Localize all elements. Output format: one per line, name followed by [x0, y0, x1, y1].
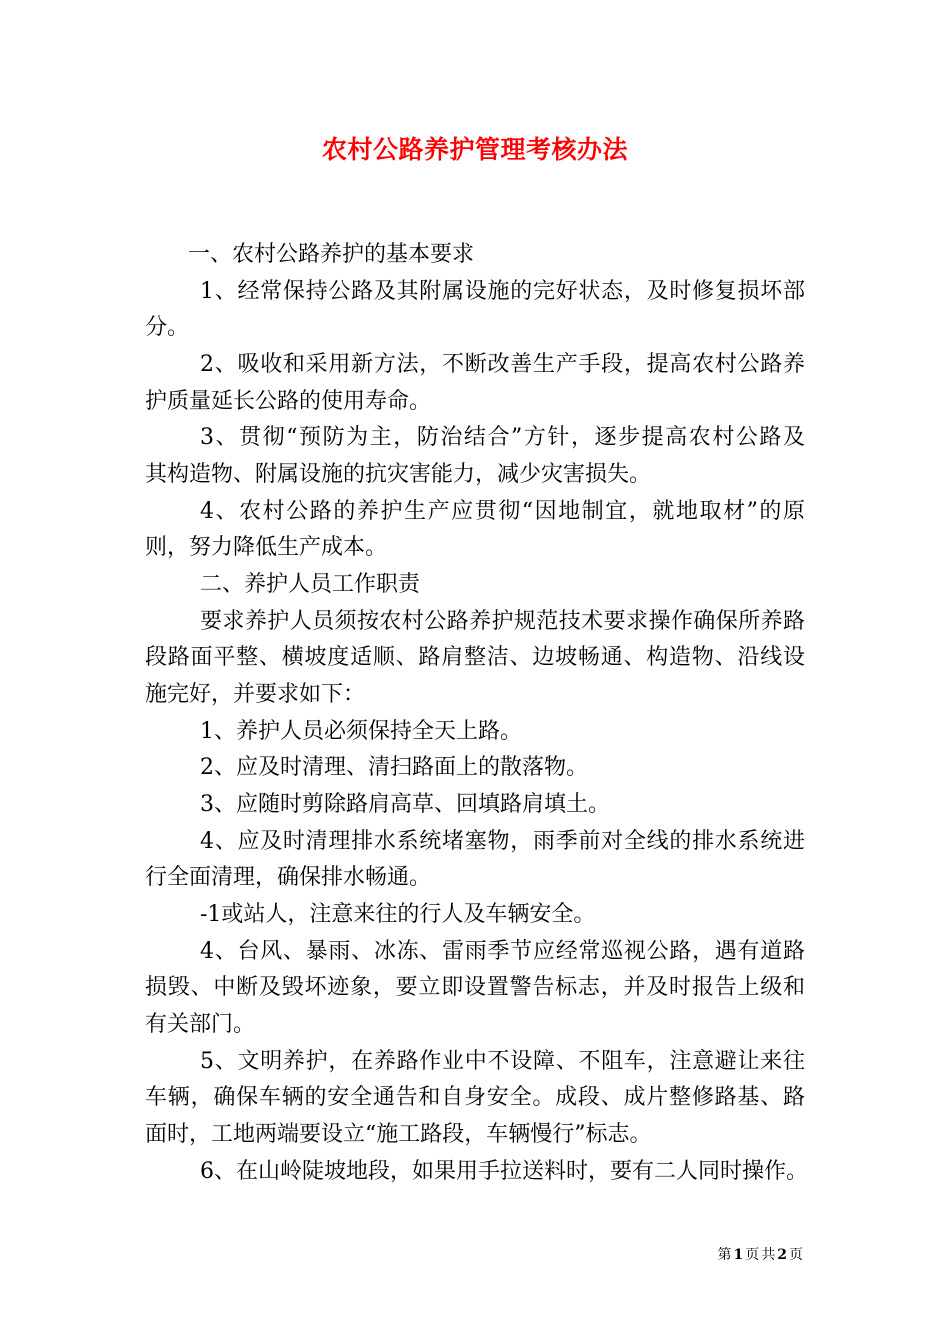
- paragraph-line: 3、应随时剪除路肩高草、回填路肩填土。: [200, 792, 610, 818]
- paragraph-line: 4、应及时清理排水系统堵塞物，雨季前对全线的排水系统进: [200, 828, 805, 854]
- paragraph-line: 施完好，并要求如下：: [145, 682, 366, 708]
- document-body: [145, 237, 808, 1190]
- paragraph-line: 1、经常保持公路及其附属设施的完好状态，及时修复损坏部: [200, 278, 805, 304]
- paragraph-line: 2、应及时清理、清扫路面上的散落物。: [200, 755, 588, 781]
- total-page-number: 2: [777, 1247, 789, 1263]
- paragraph-line: 分。: [145, 315, 190, 341]
- paragraph-line: 车辆，确保车辆的安全通告和自身安全。成段、成片整修路基、路: [145, 1085, 805, 1111]
- footer-suffix: 页: [789, 1247, 805, 1263]
- paragraph-line: 行全面清理，确保排水畅通。: [145, 865, 432, 891]
- paragraph-line: 则，努力降低生产成本。: [145, 535, 388, 561]
- document-title: 农村公路养护管理考核办法: [321, 135, 628, 164]
- paragraph-line: 2、吸收和采用新方法，不断改善生产手段，提高农村公路养: [200, 352, 805, 378]
- paragraph-line: 5、文明养护，在养路作业中不设障、不阻车，注意避让来往: [200, 1048, 805, 1074]
- paragraph-line: 要求养护人员须按农村公路养护规范技术要求操作确保所养路: [200, 608, 805, 634]
- page-number-footer: [718, 1245, 806, 1265]
- current-page-number: 1: [733, 1247, 746, 1263]
- section-heading-1: 一、农村公路养护的基本要求: [188, 242, 475, 267]
- paragraph-line: 段路面平整、横坡度适顺、路肩整洁、边坡畅通、构造物、沿线设: [145, 645, 805, 671]
- footer-middle: 页共: [745, 1247, 778, 1263]
- paragraph-line: 其构造物、附属设施的抗灾害能力，减少灾害损失。: [145, 462, 652, 488]
- section-heading-2: 二、养护人员工作职责: [200, 572, 421, 598]
- paragraph-line: -1或站人，注意来往的行人及车辆安全。: [200, 902, 596, 928]
- paragraph-line: 1、养护人员必须保持全天上路。: [200, 718, 522, 744]
- paragraph-line: 护质量延长公路的使用寿命。: [145, 388, 432, 414]
- paragraph-line: 3、贯彻“预防为主，防治结合”方针，逐步提高农村公路及: [200, 425, 805, 451]
- paragraph-line: 6、在山岭陡坡地段，如果用手拉送料时，要有二人同时操作。: [200, 1158, 808, 1184]
- paragraph-line: 面时，工地两端要设立“施工路段，车辆慢行”标志。: [145, 1122, 652, 1148]
- footer-prefix: 第: [717, 1247, 734, 1263]
- paragraph-line: 4、农村公路的养护生产应贯彻“因地制宜，就地取材”的原: [200, 498, 805, 524]
- paragraph-line: 4、台风、暴雨、冰冻、雷雨季节应经常巡视公路，遇有道路: [200, 938, 805, 964]
- paragraph-line: 有关部门。: [145, 1012, 256, 1038]
- paragraph-line: 损毁、中断及毁坏迹象，要立即设置警告标志，并及时报告上级和: [145, 975, 805, 1001]
